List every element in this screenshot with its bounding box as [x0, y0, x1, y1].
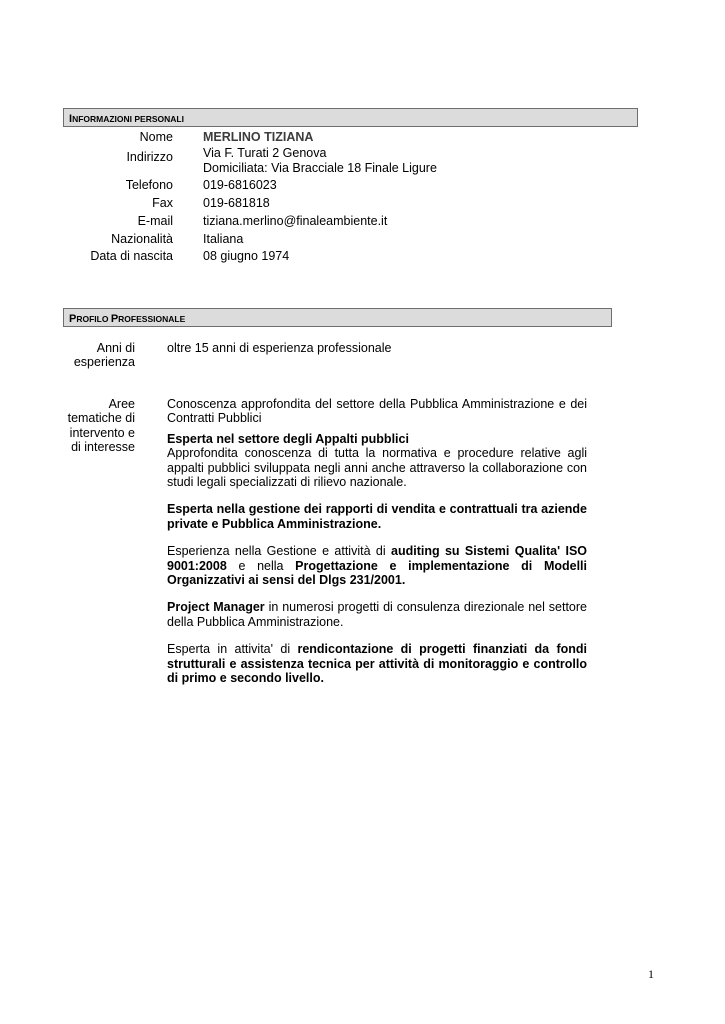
areas-paragraph-sales: Esperta nella gestione dei rapporti di vendita e contrattuali tra aziende private e Pubblica Amministrazione. [167, 502, 587, 531]
experience-value: oltre 15 anni di esperienza professionale [167, 341, 392, 355]
professional-profile-header: PROFILO PROFESSIONALE [63, 308, 612, 327]
label-address: Indirizzo [126, 150, 173, 164]
label-phone: Telefono [125, 178, 173, 192]
value-name: MERLINO TIZIANA [203, 130, 314, 144]
areas-paragraph-public-admin: Conoscenza approfondita del settore della Pubblica Amministrazione e dei Contratti Pubblici [167, 397, 587, 426]
label-fax: Fax [152, 196, 173, 210]
label-email: E-mail [137, 214, 173, 228]
areas-paragraph-procurement [167, 432, 587, 490]
areas-paragraph-reporting: Esperta in attivita' di rendicontazione di progetti finanziati da fondi strutturali e assistenza tecnica per attività di monitoraggio e controllo di primo e secondo livello. [167, 642, 587, 686]
value-address: Via F. Turati 2 Genova [203, 146, 327, 160]
value-fax: 019-681818 [203, 196, 270, 210]
value-email: tiziana.merlino@finaleambiente.it [203, 214, 388, 228]
value-birthdate: 08 giugno 1974 [203, 249, 290, 263]
personal-info-header: INFORMAZIONI PERSONALI [63, 108, 638, 127]
procurement-heading: Esperta nel settore degli Appalti pubblici [167, 431, 409, 446]
value-address-domicile: Domiciliata: Via Bracciale 18 Finale Ligure [203, 161, 437, 175]
areas-paragraph-project-manager: Project Manager in numerosi progetti di consulenza direzionale nel settore della Pubblica Amministrazione. [167, 600, 587, 629]
experience-label: Anni di esperienza [73, 341, 135, 370]
procurement-text: Approfondita conoscenza di tutta la normativa e procedure relative agli appalti pubblici sviluppata negli anni anche attraverso la collaborazione con studi legali specializzati di rilievo nazionale. [167, 446, 587, 490]
areas-paragraph-auditing: Esperienza nella Gestione e attività di auditing su Sistemi Qualita' ISO 9001:2008 e nella Progettazione e implementazione di Modelli Organizzativi ai sensi del Dlgs 231/2001. [167, 544, 588, 588]
label-nationality: Nazionalità [111, 232, 173, 246]
areas-content [167, 397, 587, 686]
label-name: Nome [139, 130, 173, 144]
label-birthdate: Data di nascita [90, 249, 173, 263]
value-phone: 019-6816023 [203, 178, 277, 192]
page-number: 1 [648, 967, 654, 981]
areas-label: Aree tematiche di intervento e di interesse [67, 397, 135, 455]
value-nationality: Italiana [203, 232, 244, 246]
